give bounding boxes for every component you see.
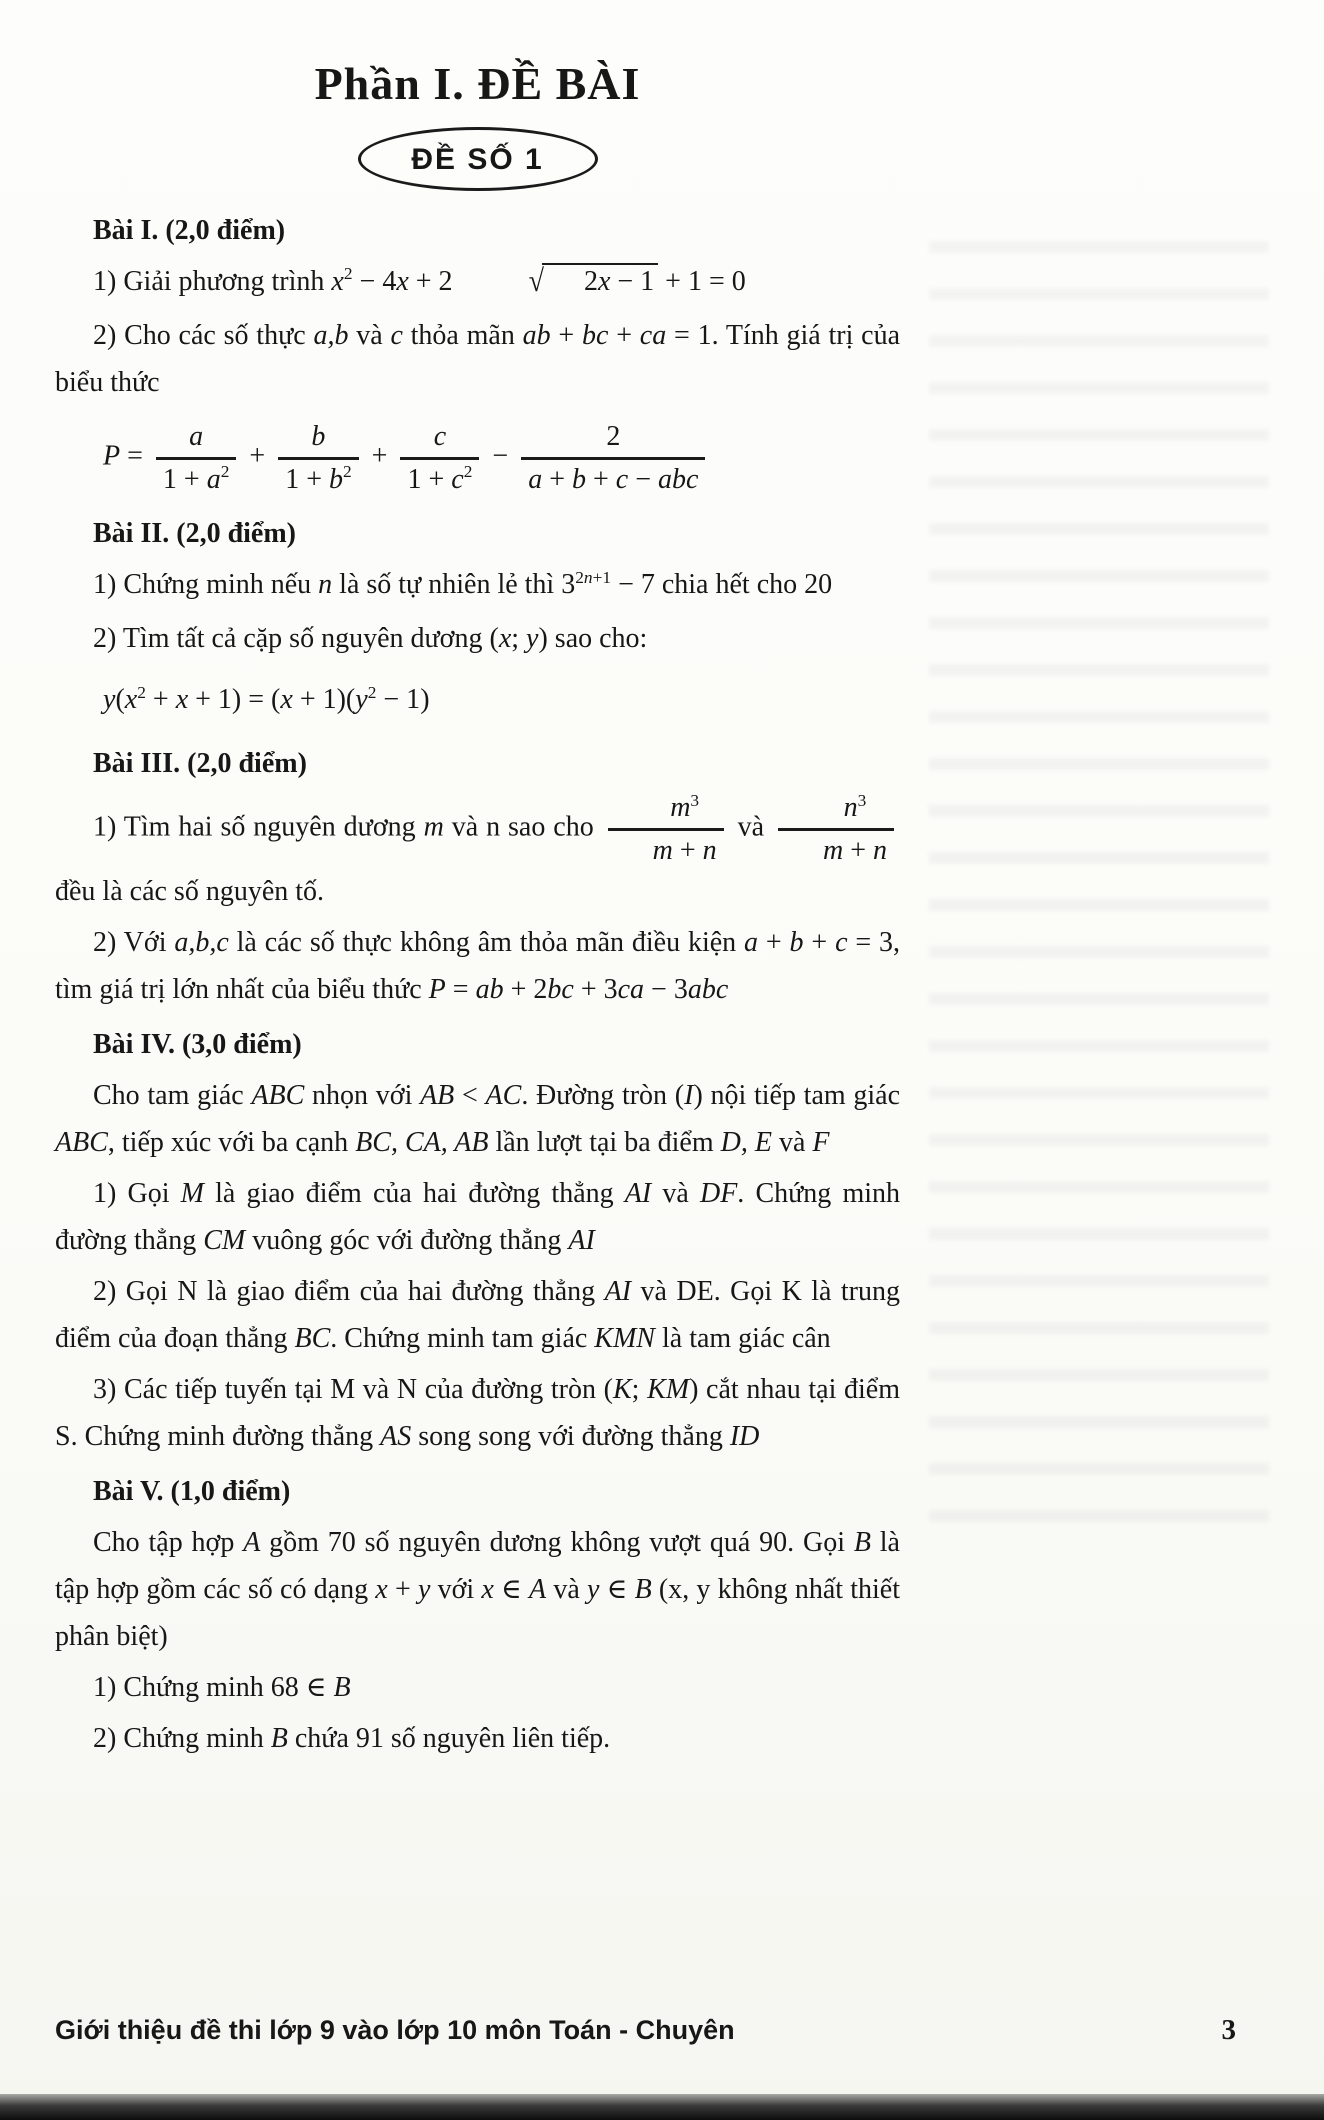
paragraph: 3) Các tiếp tuyến tại M và N của đường tròn (K; KM) cắt nhau tại điểm S. Chứng minh đường thẳng AS song song với đường thẳng ID — [55, 1373, 900, 1452]
section-heading: Bài II. (2,0 điểm) — [93, 518, 296, 550]
page-footer — [55, 2013, 1236, 2048]
paragraph: Cho tam giác ABC nhọn với AB < AC. Đường tròn (I) nội tiếp tam giác ABC, tiếp xúc với ba cạnh BC, CA, AB lần lượt tại ba điểm D, E và F — [55, 1079, 901, 1158]
paragraph: Cho tập hợp A gồm 70 số nguyên dương không vượt quá 90. Gọi B là tập hợp gồm các số có dạng x + y với x ∈ A và y ∈ B (x, y không nhất thiết phân biệt) — [55, 1526, 901, 1652]
exam-number-label: ĐỀ SỐ 1 — [411, 142, 544, 176]
footer-book-title: Giới thiệu đề thi lớp 9 vào lớp 10 môn Toán - Chuyên — [55, 2015, 735, 2046]
section-heading: Bài IV. (3,0 điểm) — [93, 1028, 302, 1060]
paragraph: 2) Với a,b,c là các số thực không âm thỏa mãn điều kiện a + b + c = 3, tìm giá trị lớn nhất của biểu thức P = ab + 2bc + 3ca − 3abc — [55, 926, 901, 1005]
fraction: $\frac{2}{\text{a + b + c − abc}}$ — [521, 420, 705, 496]
page-number: 3 — [1221, 2014, 1236, 2047]
paragraph: 2) Gọi N là giao điểm của hai đường thẳng AI và DE. Gọi K là trung điểm của đoạn thẳng BC. Chứng minh tam giác KMN là tam giác cân — [55, 1275, 900, 1354]
fraction: $\frac{a}{1 + a^2}$ — [156, 420, 236, 496]
paragraph: 1) Gọi M là giao điểm của hai đường thẳng AI và DF. Chứng minh đường thẳng CM vuông góc với đường thẳng AI — [55, 1177, 901, 1256]
part-title: Phần I. ĐỀ BÀI — [314, 58, 641, 109]
square-root: √ 2x − 1 — [453, 258, 659, 305]
fraction: $\frac{n^3}{m + n}$ — [778, 791, 894, 867]
section-heading: Bài I. (2,0 điểm) — [93, 215, 286, 247]
paragraph: 1) Giải phương trình $x^2 - 4x + 2$ √ 2x − 1 + 1 = 0 — [55, 258, 900, 308]
scan-edge-shadow — [0, 2094, 1324, 2120]
display-formula: $y(x^2 + x + 1) = (x + 1)(y^2 - 1)$ — [103, 682, 430, 716]
text-column — [55, 56, 900, 1762]
fraction: $\frac{b}{1 + b^2}$ — [278, 420, 358, 496]
radical-sign-icon: √ — [528, 264, 544, 300]
paragraph: 1) Tìm hai số nguyên dương m và n sao cho $\frac{m^3}{m + n}$ và $\frac{n^3}{m + n}$ đều là các số nguyên tố. — [55, 791, 900, 914]
display-formula: P = $\frac{a}{1 + a^2}$ + $\frac{b}{1 + b^2}$ + $\frac{c}{1 + c^2}$ − $\frac{2}{\text{a + b + c − abc}}$ — [103, 420, 900, 496]
paragraph: 1) Chứng minh 68 ∈ B — [93, 1671, 351, 1703]
paragraph: 2) Cho các số thực a,b và c thỏa mãn ab + bc + ca = 1. Tính giá trị của biểu thức — [55, 320, 900, 399]
paragraph: 2) Chứng minh B chứa 91 số nguyên liên tiếp. — [93, 1722, 611, 1754]
document-body — [55, 207, 900, 1761]
scan-bleedthrough-artifact — [929, 215, 1269, 1545]
section-heading: Bài V. (1,0 điểm) — [93, 1475, 291, 1507]
paragraph: 1) Chứng minh nếu n là số tự nhiên lẻ thì $3^{2n+1} - 7$ chia hết cho 20 — [93, 567, 833, 601]
section-heading: Bài III. (2,0 điểm) — [93, 748, 307, 780]
fraction: $\frac{c}{1 + c^2}$ — [400, 420, 479, 496]
fraction: $\frac{m^3}{m + n}$ — [608, 791, 724, 867]
exam-number-badge — [358, 127, 598, 191]
paragraph: 2) Tìm tất cả cặp số nguyên dương (x; y) sao cho: — [93, 623, 648, 655]
